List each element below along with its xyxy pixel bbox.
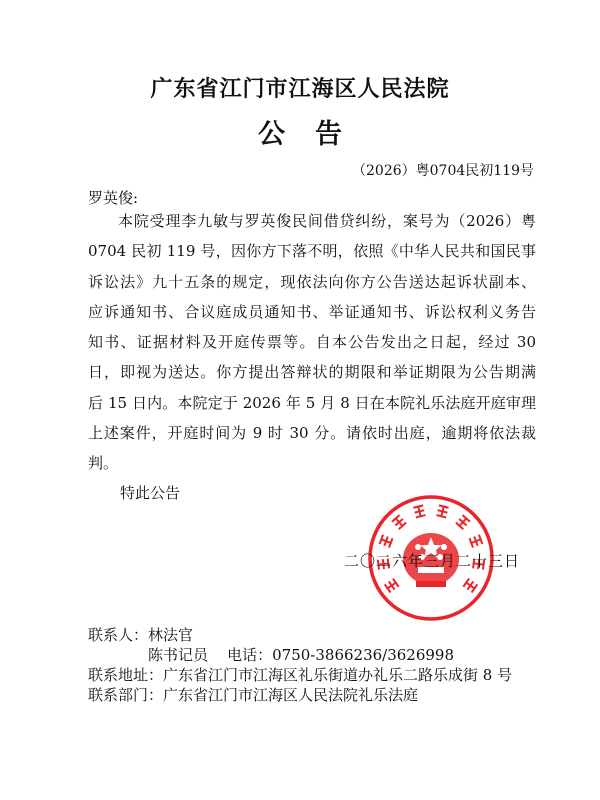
- address: 广东省江门市江海区礼乐街道办礼乐二路乐成街 8 号: [163, 666, 513, 684]
- document-title: 广东省江门市江海区人民法院: [150, 76, 450, 102]
- contact-dept-row: [88, 685, 512, 705]
- contact-clerk: 陈书记员: [148, 646, 209, 664]
- contact-person-label: 联系人：: [88, 626, 149, 644]
- dept-label: 联系部门：: [88, 686, 164, 704]
- seal-glyph: [436, 504, 449, 518]
- body-line: 知书、证据材料及开庭传票等。自本公告发出之日起，经过 30: [88, 333, 536, 352]
- phone-label: 电话：: [227, 646, 273, 664]
- body-line: 诉讼法》九十五条的规定，现依法向你方公告送达起诉状副本、: [88, 272, 536, 291]
- body-line: 0704 民初 119 号，因你方下落不明，依照《中华人民共和国民事: [88, 242, 536, 261]
- dept: 广东省江门市江海区人民法院礼乐法庭: [163, 686, 419, 704]
- seal-glyph: [455, 514, 470, 530]
- body-line: 本院受理李九敏与罗英俊民间借贷纠纷，案号为（2026）粤: [118, 212, 536, 230]
- contact-info: [88, 625, 512, 705]
- seal-glyph: [384, 578, 400, 593]
- body-line: 上述案件，开庭时间为 9 时 30 分。请依时出庭，逾期将依法裁: [88, 424, 536, 443]
- body-line: 后 15 日内。本院定于 2026 年 5 月 8 日在本院礼乐法庭开庭审理: [88, 393, 536, 412]
- seal-glyph: [379, 534, 394, 548]
- contact-person: 林法官: [148, 626, 194, 644]
- seal-glyph: [391, 514, 406, 530]
- contact-address-row: [88, 665, 512, 685]
- document-subtitle: 公告: [258, 119, 372, 150]
- seal-glyph: [413, 504, 426, 518]
- seal-glyph: [463, 578, 479, 593]
- closing-text: 特此公告: [120, 484, 181, 502]
- address-label: 联系地址：: [88, 666, 164, 684]
- issue-date: 二〇二六年三月二十三日: [344, 552, 521, 570]
- contact-person-row: [88, 625, 512, 645]
- phone-number: 0750-3866236/3626998: [272, 646, 455, 664]
- contact-clerk-row: [88, 645, 512, 665]
- body-line: 日，即视为送达。你方提出答辩状的期限和举证期限为公告期满: [88, 363, 536, 382]
- case-number: （2026）粤0704民初119号: [352, 163, 534, 179]
- body-line: 判。: [88, 454, 119, 473]
- body-line: 应诉通知书、合议庭成员通知书、举证通知书、诉讼权利义务告: [88, 302, 536, 321]
- seal-glyph: [469, 534, 484, 548]
- addressee: 罗英俊:: [88, 189, 139, 207]
- notice-body: [88, 206, 536, 479]
